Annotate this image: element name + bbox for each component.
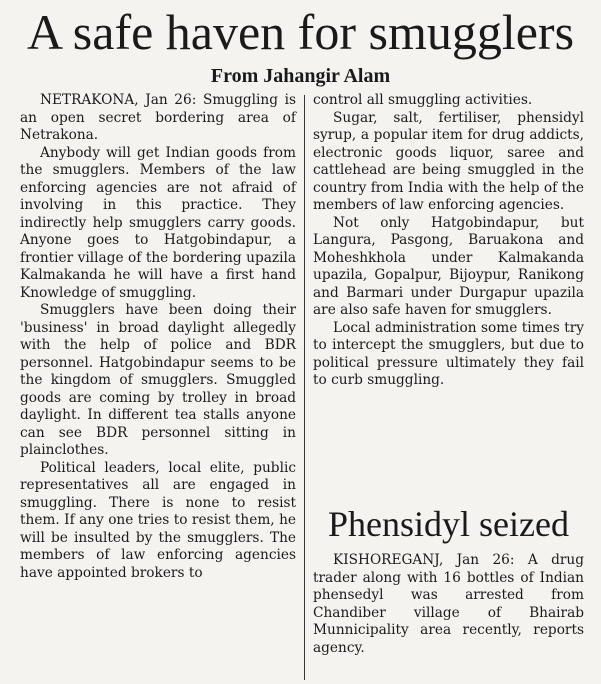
paragraph: Anybody will get Indian goods from the smugglers. Members of the law enforcing agencies are not afraid of involving in this practice. They indirectly help smugglers carry goods. Anyone goes to Hatgobindapur, a frontier village of the bordering upazila Kalmakanda he will have a first hand Knowledge of smuggling. — [20, 144, 296, 301]
left-column — [20, 92, 296, 582]
paragraph: Local administration some times try to intercept the smugglers, but due to political pressure ultimately they fail to curb smuggling. — [313, 319, 584, 388]
paragraph: KISHOREGANJ, Jan 26: A drug trader along with 16 bottles of Indian phensedyl was arrested from Chandiber village of Bhairab Munnicipality area recently, reports agency. — [313, 552, 584, 656]
second-article-headline: Phensidyl seized — [328, 504, 569, 544]
column-divider — [304, 95, 305, 680]
right-column — [313, 92, 584, 390]
paragraph: Sugar, salt, fertiliser, phensidyl syrup, a popular item for drug addicts, electronic goods liquor, saree and cattlehead are being smuggled in the country from India with the help of the members of law enforcing agencies. — [313, 109, 584, 213]
paragraph: Smugglers have been doing their 'business' in broad daylight allegedly with the help of police and BDR personnel. Hatgobindapur seems to be the kingdom of smugglers. Smuggled goods are coming by trolley in broad daylight. In different tea stalls anyone can see BDR personnel sitting in plainclothes. — [20, 302, 296, 458]
second-article-body — [313, 552, 584, 657]
article-byline: From Jahangir Alam — [210, 65, 391, 87]
paragraph: Political leaders, local elite, public representatives all are engaged in smuggling. There is none to resist them. If any one tries to resist them, he will be insulted by the smugglers. The members of law enforcing agencies have appointed brokers to — [20, 459, 296, 581]
paragraph: NETRAKONA, Jan 26: Smuggling is an open secret bordering area of Netrakona. — [20, 92, 296, 143]
article-headline: A safe haven for smugglers — [26, 4, 575, 60]
paragraph-continuation: control all smuggling activities. — [313, 92, 533, 108]
paragraph: Not only Hatgobindapur, but Langura, Pasgong, Baruakona and Moheshkhola under Kalmakanda upazila, Gopalpur, Bijoypur, Ranikong and Barmari under Durgapur upazila are also safe haven for smugglers. — [313, 214, 584, 318]
